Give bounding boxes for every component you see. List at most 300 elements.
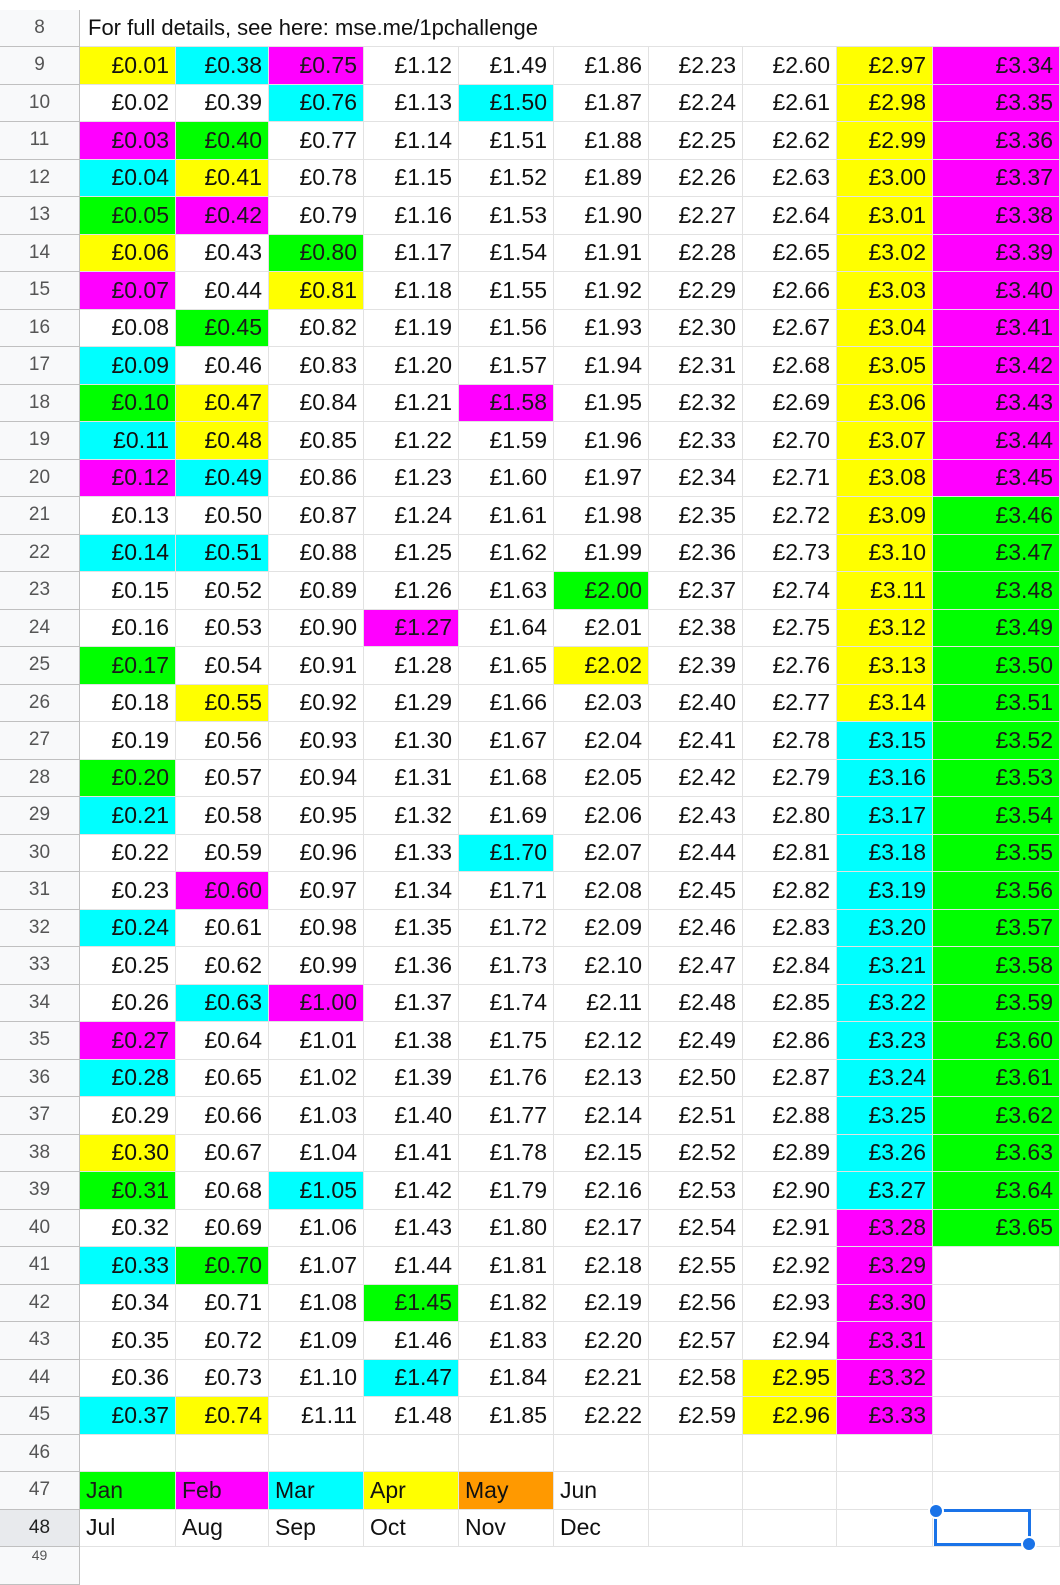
amount-cell[interactable]: £2.35: [649, 497, 743, 535]
legend-cell[interactable]: [743, 1472, 837, 1510]
amount-cell[interactable]: £2.29: [649, 272, 743, 310]
row-header-36[interactable]: 36: [0, 1060, 80, 1098]
challenge-note-cell[interactable]: For full details, see here: mse.me/1pchallenge: [80, 10, 1060, 47]
row-header-38[interactable]: 38: [0, 1135, 80, 1173]
amount-cell[interactable]: £2.73: [743, 535, 837, 573]
amount-cell[interactable]: £1.48: [364, 1397, 459, 1435]
row-header-40[interactable]: 40: [0, 1210, 80, 1248]
amount-cell[interactable]: £2.60: [743, 47, 837, 85]
amount-cell[interactable]: £1.55: [459, 272, 554, 310]
amount-cell[interactable]: £3.44: [933, 422, 1060, 460]
amount-cell[interactable]: £2.42: [649, 760, 743, 798]
amount-cell[interactable]: £1.54: [459, 235, 554, 273]
amount-cell[interactable]: £0.52: [176, 572, 269, 610]
amount-cell[interactable]: [459, 1435, 554, 1473]
amount-cell[interactable]: £1.53: [459, 197, 554, 235]
amount-cell[interactable]: £2.55: [649, 1247, 743, 1285]
amount-cell[interactable]: £0.33: [80, 1247, 176, 1285]
amount-cell[interactable]: £0.75: [269, 47, 364, 85]
amount-cell[interactable]: £0.67: [176, 1135, 269, 1173]
amount-cell[interactable]: £2.59: [649, 1397, 743, 1435]
amount-cell[interactable]: £1.14: [364, 122, 459, 160]
amount-cell[interactable]: £3.59: [933, 985, 1060, 1023]
amount-cell[interactable]: £0.46: [176, 347, 269, 385]
amount-cell[interactable]: £3.41: [933, 310, 1060, 348]
row-header-26[interactable]: 26: [0, 685, 80, 723]
amount-cell[interactable]: £3.21: [837, 947, 933, 985]
row-header-28[interactable]: 28: [0, 760, 80, 798]
amount-cell[interactable]: £2.57: [649, 1322, 743, 1360]
amount-cell[interactable]: £1.51: [459, 122, 554, 160]
amount-cell[interactable]: £2.52: [649, 1135, 743, 1173]
row-header-39[interactable]: 39: [0, 1172, 80, 1210]
amount-cell[interactable]: £0.77: [269, 122, 364, 160]
legend-cell[interactable]: May: [459, 1472, 554, 1510]
amount-cell[interactable]: £0.16: [80, 610, 176, 648]
row-header-8[interactable]: 8: [0, 10, 80, 47]
amount-cell[interactable]: £2.87: [743, 1060, 837, 1098]
amount-cell[interactable]: £2.71: [743, 460, 837, 498]
amount-cell[interactable]: £0.28: [80, 1060, 176, 1098]
amount-cell[interactable]: £1.70: [459, 835, 554, 873]
amount-cell[interactable]: £1.58: [459, 385, 554, 423]
amount-cell[interactable]: [933, 1397, 1060, 1435]
amount-cell[interactable]: £0.74: [176, 1397, 269, 1435]
amount-cell[interactable]: £2.08: [554, 872, 649, 910]
amount-cell[interactable]: £3.55: [933, 835, 1060, 873]
amount-cell[interactable]: £2.79: [743, 760, 837, 798]
amount-cell[interactable]: £2.54: [649, 1210, 743, 1248]
amount-cell[interactable]: £3.53: [933, 760, 1060, 798]
amount-cell[interactable]: £1.00: [269, 985, 364, 1023]
row-header-27[interactable]: 27: [0, 722, 80, 760]
amount-cell[interactable]: £1.39: [364, 1060, 459, 1098]
amount-cell[interactable]: £1.97: [554, 460, 649, 498]
amount-cell[interactable]: £2.88: [743, 1097, 837, 1135]
legend-cell[interactable]: Feb: [176, 1472, 269, 1510]
amount-cell[interactable]: £2.02: [554, 647, 649, 685]
row-header-23[interactable]: 23: [0, 572, 80, 610]
amount-cell[interactable]: £1.65: [459, 647, 554, 685]
amount-cell[interactable]: £2.95: [743, 1360, 837, 1398]
amount-cell[interactable]: £2.69: [743, 385, 837, 423]
row-header-21[interactable]: 21: [0, 497, 80, 535]
amount-cell[interactable]: £2.38: [649, 610, 743, 648]
amount-cell[interactable]: £0.34: [80, 1285, 176, 1323]
amount-cell[interactable]: £3.39: [933, 235, 1060, 273]
amount-cell[interactable]: £3.11: [837, 572, 933, 610]
row-header-22[interactable]: 22: [0, 535, 80, 573]
amount-cell[interactable]: £2.26: [649, 160, 743, 198]
amount-cell[interactable]: £3.12: [837, 610, 933, 648]
amount-cell[interactable]: £0.58: [176, 797, 269, 835]
amount-cell[interactable]: £1.35: [364, 910, 459, 948]
amount-cell[interactable]: £0.81: [269, 272, 364, 310]
amount-cell[interactable]: £1.09: [269, 1322, 364, 1360]
amount-cell[interactable]: £3.42: [933, 347, 1060, 385]
amount-cell[interactable]: £0.02: [80, 85, 176, 123]
amount-cell[interactable]: £2.01: [554, 610, 649, 648]
amount-cell[interactable]: £2.41: [649, 722, 743, 760]
amount-cell[interactable]: £2.33: [649, 422, 743, 460]
amount-cell[interactable]: £3.27: [837, 1172, 933, 1210]
legend-cell[interactable]: [837, 1472, 933, 1510]
amount-cell[interactable]: £2.43: [649, 797, 743, 835]
amount-cell[interactable]: £1.95: [554, 385, 649, 423]
amount-cell[interactable]: £2.84: [743, 947, 837, 985]
amount-cell[interactable]: £0.50: [176, 497, 269, 535]
amount-cell[interactable]: £0.37: [80, 1397, 176, 1435]
row-header-12[interactable]: 12: [0, 160, 80, 198]
amount-cell[interactable]: £0.38: [176, 47, 269, 85]
amount-cell[interactable]: £1.38: [364, 1022, 459, 1060]
amount-cell[interactable]: £3.10: [837, 535, 933, 573]
amount-cell[interactable]: £1.92: [554, 272, 649, 310]
amount-cell[interactable]: £2.96: [743, 1397, 837, 1435]
amount-cell[interactable]: £3.35: [933, 85, 1060, 123]
row-header-44[interactable]: 44: [0, 1360, 80, 1398]
amount-cell[interactable]: £0.79: [269, 197, 364, 235]
amount-cell[interactable]: £2.27: [649, 197, 743, 235]
legend-cell[interactable]: Mar: [269, 1472, 364, 1510]
amount-cell[interactable]: £0.85: [269, 422, 364, 460]
amount-cell[interactable]: £2.06: [554, 797, 649, 835]
amount-cell[interactable]: £0.64: [176, 1022, 269, 1060]
amount-cell[interactable]: £3.57: [933, 910, 1060, 948]
amount-cell[interactable]: £2.67: [743, 310, 837, 348]
amount-cell[interactable]: £1.62: [459, 535, 554, 573]
amount-cell[interactable]: £1.22: [364, 422, 459, 460]
amount-cell[interactable]: £2.82: [743, 872, 837, 910]
amount-cell[interactable]: £1.26: [364, 572, 459, 610]
amount-cell[interactable]: £2.13: [554, 1060, 649, 1098]
amount-cell[interactable]: £1.79: [459, 1172, 554, 1210]
amount-cell[interactable]: £0.86: [269, 460, 364, 498]
amount-cell[interactable]: £1.57: [459, 347, 554, 385]
amount-cell[interactable]: £0.66: [176, 1097, 269, 1135]
amount-cell[interactable]: £3.31: [837, 1322, 933, 1360]
amount-cell[interactable]: £0.32: [80, 1210, 176, 1248]
amount-cell[interactable]: £2.40: [649, 685, 743, 723]
amount-cell[interactable]: £0.51: [176, 535, 269, 573]
amount-cell[interactable]: £2.22: [554, 1397, 649, 1435]
amount-cell[interactable]: £0.15: [80, 572, 176, 610]
amount-cell[interactable]: £1.78: [459, 1135, 554, 1173]
amount-cell[interactable]: £3.43: [933, 385, 1060, 423]
amount-cell[interactable]: £1.27: [364, 610, 459, 648]
amount-cell[interactable]: £1.93: [554, 310, 649, 348]
amount-cell[interactable]: £1.73: [459, 947, 554, 985]
amount-cell[interactable]: £2.97: [837, 47, 933, 85]
amount-cell[interactable]: £2.70: [743, 422, 837, 460]
amount-cell[interactable]: £1.04: [269, 1135, 364, 1173]
amount-cell[interactable]: £0.08: [80, 310, 176, 348]
amount-cell[interactable]: £1.68: [459, 760, 554, 798]
amount-cell[interactable]: £0.18: [80, 685, 176, 723]
amount-cell[interactable]: £3.62: [933, 1097, 1060, 1135]
amount-cell[interactable]: £0.13: [80, 497, 176, 535]
amount-cell[interactable]: [269, 1435, 364, 1473]
row-header-11[interactable]: 11: [0, 122, 80, 160]
amount-cell[interactable]: [837, 1435, 933, 1473]
amount-cell[interactable]: £0.44: [176, 272, 269, 310]
amount-cell[interactable]: £3.24: [837, 1060, 933, 1098]
amount-cell[interactable]: [933, 1322, 1060, 1360]
amount-cell[interactable]: £2.68: [743, 347, 837, 385]
amount-cell[interactable]: £3.29: [837, 1247, 933, 1285]
row-header-46[interactable]: 46: [0, 1435, 80, 1473]
amount-cell[interactable]: £2.91: [743, 1210, 837, 1248]
amount-cell[interactable]: £0.76: [269, 85, 364, 123]
amount-cell[interactable]: £3.48: [933, 572, 1060, 610]
amount-cell[interactable]: £3.49: [933, 610, 1060, 648]
amount-cell[interactable]: £1.11: [269, 1397, 364, 1435]
amount-cell[interactable]: £1.06: [269, 1210, 364, 1248]
amount-cell[interactable]: £3.34: [933, 47, 1060, 85]
amount-cell[interactable]: £0.83: [269, 347, 364, 385]
amount-cell[interactable]: £0.91: [269, 647, 364, 685]
amount-cell[interactable]: £2.93: [743, 1285, 837, 1323]
amount-cell[interactable]: £3.17: [837, 797, 933, 835]
amount-cell[interactable]: £1.90: [554, 197, 649, 235]
amount-cell[interactable]: £1.03: [269, 1097, 364, 1135]
amount-cell[interactable]: £2.49: [649, 1022, 743, 1060]
amount-cell[interactable]: [364, 1435, 459, 1473]
amount-cell[interactable]: £1.29: [364, 685, 459, 723]
amount-cell[interactable]: £2.04: [554, 722, 649, 760]
legend-cell[interactable]: Apr: [364, 1472, 459, 1510]
row-header-16[interactable]: 16: [0, 310, 80, 348]
row-header-20[interactable]: 20: [0, 460, 80, 498]
amount-cell[interactable]: £2.37: [649, 572, 743, 610]
amount-cell[interactable]: £0.03: [80, 122, 176, 160]
amount-cell[interactable]: £2.03: [554, 685, 649, 723]
amount-cell[interactable]: £1.32: [364, 797, 459, 835]
amount-cell[interactable]: £1.33: [364, 835, 459, 873]
amount-cell[interactable]: £3.00: [837, 160, 933, 198]
amount-cell[interactable]: £2.66: [743, 272, 837, 310]
amount-cell[interactable]: £1.36: [364, 947, 459, 985]
amount-cell[interactable]: £1.21: [364, 385, 459, 423]
amount-cell[interactable]: £3.02: [837, 235, 933, 273]
amount-cell[interactable]: £2.98: [837, 85, 933, 123]
amount-cell[interactable]: £0.93: [269, 722, 364, 760]
amount-cell[interactable]: £2.34: [649, 460, 743, 498]
amount-cell[interactable]: £1.18: [364, 272, 459, 310]
amount-cell[interactable]: £2.80: [743, 797, 837, 835]
legend-cell[interactable]: Sep: [269, 1510, 364, 1548]
amount-cell[interactable]: £1.84: [459, 1360, 554, 1398]
amount-cell[interactable]: £0.30: [80, 1135, 176, 1173]
amount-cell[interactable]: [176, 1435, 269, 1473]
amount-cell[interactable]: £3.25: [837, 1097, 933, 1135]
amount-cell[interactable]: £2.45: [649, 872, 743, 910]
amount-cell[interactable]: £0.09: [80, 347, 176, 385]
amount-cell[interactable]: £2.39: [649, 647, 743, 685]
amount-cell[interactable]: £2.81: [743, 835, 837, 873]
amount-cell[interactable]: [933, 1360, 1060, 1398]
amount-cell[interactable]: £3.03: [837, 272, 933, 310]
active-cell-selection[interactable]: [934, 1509, 1031, 1546]
amount-cell[interactable]: £3.50: [933, 647, 1060, 685]
amount-cell[interactable]: £2.83: [743, 910, 837, 948]
amount-cell[interactable]: £1.34: [364, 872, 459, 910]
amount-cell[interactable]: £0.26: [80, 985, 176, 1023]
amount-cell[interactable]: £0.20: [80, 760, 176, 798]
amount-cell[interactable]: [80, 1435, 176, 1473]
row-header-24[interactable]: 24: [0, 610, 80, 648]
legend-cell[interactable]: Dec: [554, 1510, 649, 1548]
row-header-17[interactable]: 17: [0, 347, 80, 385]
amount-cell[interactable]: £0.39: [176, 85, 269, 123]
amount-cell[interactable]: £0.63: [176, 985, 269, 1023]
amount-cell[interactable]: £3.14: [837, 685, 933, 723]
amount-cell[interactable]: £1.99: [554, 535, 649, 573]
amount-cell[interactable]: £3.61: [933, 1060, 1060, 1098]
amount-cell[interactable]: £2.36: [649, 535, 743, 573]
amount-cell[interactable]: £0.01: [80, 47, 176, 85]
amount-cell[interactable]: £0.94: [269, 760, 364, 798]
amount-cell[interactable]: £0.55: [176, 685, 269, 723]
amount-cell[interactable]: £0.82: [269, 310, 364, 348]
legend-cell[interactable]: Oct: [364, 1510, 459, 1548]
row-header-next[interactable]: 49: [0, 1547, 80, 1585]
amount-cell[interactable]: [649, 1435, 743, 1473]
amount-cell[interactable]: £2.28: [649, 235, 743, 273]
amount-cell[interactable]: £0.71: [176, 1285, 269, 1323]
amount-cell[interactable]: £2.77: [743, 685, 837, 723]
amount-cell[interactable]: £0.68: [176, 1172, 269, 1210]
amount-cell[interactable]: £1.75: [459, 1022, 554, 1060]
amount-cell[interactable]: £1.66: [459, 685, 554, 723]
amount-cell[interactable]: £0.27: [80, 1022, 176, 1060]
amount-cell[interactable]: £1.15: [364, 160, 459, 198]
amount-cell[interactable]: £0.70: [176, 1247, 269, 1285]
amount-cell[interactable]: £3.01: [837, 197, 933, 235]
amount-cell[interactable]: £3.38: [933, 197, 1060, 235]
amount-cell[interactable]: £0.59: [176, 835, 269, 873]
amount-cell[interactable]: £2.61: [743, 85, 837, 123]
amount-cell[interactable]: £0.56: [176, 722, 269, 760]
amount-cell[interactable]: £1.41: [364, 1135, 459, 1173]
amount-cell[interactable]: £1.13: [364, 85, 459, 123]
amount-cell[interactable]: £0.65: [176, 1060, 269, 1098]
amount-cell[interactable]: £1.43: [364, 1210, 459, 1248]
amount-cell[interactable]: [743, 1435, 837, 1473]
amount-cell[interactable]: £1.40: [364, 1097, 459, 1135]
amount-cell[interactable]: £2.12: [554, 1022, 649, 1060]
row-header-35[interactable]: 35: [0, 1022, 80, 1060]
amount-cell[interactable]: £0.61: [176, 910, 269, 948]
amount-cell[interactable]: £1.19: [364, 310, 459, 348]
amount-cell[interactable]: £2.72: [743, 497, 837, 535]
amount-cell[interactable]: £0.40: [176, 122, 269, 160]
amount-cell[interactable]: £0.99: [269, 947, 364, 985]
row-header-41[interactable]: 41: [0, 1247, 80, 1285]
row-header-42[interactable]: 42: [0, 1285, 80, 1323]
amount-cell[interactable]: £1.52: [459, 160, 554, 198]
amount-cell[interactable]: £2.30: [649, 310, 743, 348]
legend-cell[interactable]: [743, 1510, 837, 1548]
amount-cell[interactable]: £1.63: [459, 572, 554, 610]
amount-cell[interactable]: £2.51: [649, 1097, 743, 1135]
amount-cell[interactable]: £1.45: [364, 1285, 459, 1323]
row-header-10[interactable]: 10: [0, 85, 80, 123]
amount-cell[interactable]: £2.47: [649, 947, 743, 985]
row-header-9[interactable]: 9: [0, 47, 80, 85]
amount-cell[interactable]: £3.04: [837, 310, 933, 348]
amount-cell[interactable]: £1.17: [364, 235, 459, 273]
amount-cell[interactable]: £2.62: [743, 122, 837, 160]
amount-cell[interactable]: £0.54: [176, 647, 269, 685]
amount-cell[interactable]: £3.08: [837, 460, 933, 498]
amount-cell[interactable]: £1.91: [554, 235, 649, 273]
amount-cell[interactable]: £1.88: [554, 122, 649, 160]
amount-cell[interactable]: £1.85: [459, 1397, 554, 1435]
amount-cell[interactable]: £2.48: [649, 985, 743, 1023]
amount-cell[interactable]: £3.58: [933, 947, 1060, 985]
amount-cell[interactable]: £0.80: [269, 235, 364, 273]
amount-cell[interactable]: £1.82: [459, 1285, 554, 1323]
amount-cell[interactable]: £0.24: [80, 910, 176, 948]
amount-cell[interactable]: £0.92: [269, 685, 364, 723]
amount-cell[interactable]: £2.00: [554, 572, 649, 610]
amount-cell[interactable]: £2.07: [554, 835, 649, 873]
amount-cell[interactable]: £1.28: [364, 647, 459, 685]
selection-handle-top-left[interactable]: [928, 1503, 944, 1519]
row-header-34[interactable]: 34: [0, 985, 80, 1023]
amount-cell[interactable]: £2.85: [743, 985, 837, 1023]
amount-cell[interactable]: £0.53: [176, 610, 269, 648]
amount-cell[interactable]: £2.65: [743, 235, 837, 273]
amount-cell[interactable]: £3.46: [933, 497, 1060, 535]
amount-cell[interactable]: £2.63: [743, 160, 837, 198]
amount-cell[interactable]: [933, 1247, 1060, 1285]
amount-cell[interactable]: £0.69: [176, 1210, 269, 1248]
amount-cell[interactable]: £2.19: [554, 1285, 649, 1323]
amount-cell[interactable]: £2.32: [649, 385, 743, 423]
amount-cell[interactable]: £1.25: [364, 535, 459, 573]
amount-cell[interactable]: £1.96: [554, 422, 649, 460]
amount-cell[interactable]: £0.73: [176, 1360, 269, 1398]
amount-cell[interactable]: £2.14: [554, 1097, 649, 1135]
amount-cell[interactable]: £0.07: [80, 272, 176, 310]
amount-cell[interactable]: £3.64: [933, 1172, 1060, 1210]
amount-cell[interactable]: £0.49: [176, 460, 269, 498]
amount-cell[interactable]: £1.24: [364, 497, 459, 535]
amount-cell[interactable]: £2.09: [554, 910, 649, 948]
amount-cell[interactable]: £0.25: [80, 947, 176, 985]
amount-cell[interactable]: £2.50: [649, 1060, 743, 1098]
amount-cell[interactable]: £3.07: [837, 422, 933, 460]
amount-cell[interactable]: £0.84: [269, 385, 364, 423]
legend-cell[interactable]: Aug: [176, 1510, 269, 1548]
amount-cell[interactable]: £1.77: [459, 1097, 554, 1135]
amount-cell[interactable]: £0.11: [80, 422, 176, 460]
amount-cell[interactable]: £0.41: [176, 160, 269, 198]
amount-cell[interactable]: £1.81: [459, 1247, 554, 1285]
amount-cell[interactable]: £2.24: [649, 85, 743, 123]
amount-cell[interactable]: £1.60: [459, 460, 554, 498]
amount-cell[interactable]: £3.37: [933, 160, 1060, 198]
amount-cell[interactable]: £3.05: [837, 347, 933, 385]
amount-cell[interactable]: £0.35: [80, 1322, 176, 1360]
amount-cell[interactable]: £1.05: [269, 1172, 364, 1210]
amount-cell[interactable]: £0.06: [80, 235, 176, 273]
amount-cell[interactable]: £3.20: [837, 910, 933, 948]
amount-cell[interactable]: £2.18: [554, 1247, 649, 1285]
amount-cell[interactable]: £1.74: [459, 985, 554, 1023]
